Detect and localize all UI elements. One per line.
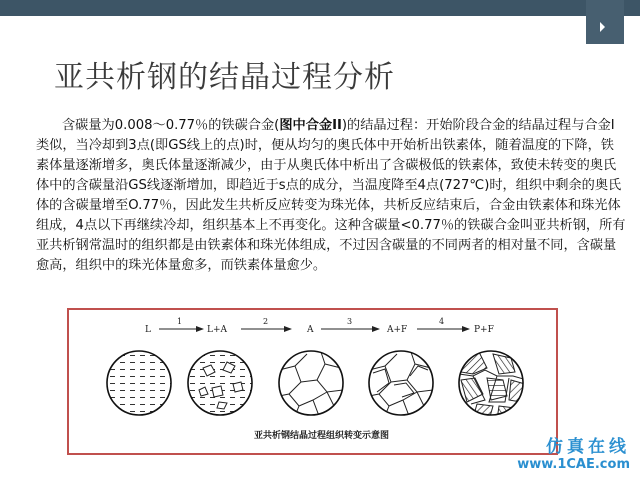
paragraph-text-1: 含碳量为0.008～0.77％的铁碳合金( bbox=[62, 118, 280, 133]
paragraph-bold-alloy: 图中合金II bbox=[279, 118, 342, 133]
body-paragraph bbox=[36, 116, 626, 276]
slide-title: 亚共析钢的结晶过程分析 bbox=[54, 60, 395, 95]
step-label-4: 4 bbox=[439, 317, 445, 326]
watermark bbox=[517, 436, 630, 472]
watermark-url: www.1CAE.com bbox=[517, 457, 630, 472]
header-accent-tab bbox=[586, 0, 624, 44]
micro-austenite-ferrite bbox=[369, 351, 433, 416]
paragraph-text-2: )的结晶过程：开始阶段合金的结晶过程与合金Ⅰ类似，当冷却到3点(即GS线上的点)时，便从均匀的奥氏体中开始析出铁素体，随着温度的下降，铁素体量逐渐增多，奥氏体量逐渐减少，由于从奥氏体中析出了含碳极低的铁素体，致使未转变的奥氏体中的含碳量沿GS线逐渐增加，即趋近于s点的成分，当温度降至4点(727℃)时，组织中剩余的奥氏体的含碳量增至O.77％，因此发生共析反应转变为珠光体，共析反应结束后，合金由铁素体和珠光体组成，4点以下再继续冷却，组织基本上不再变化。这种含碳量<0.77％的铁碳合金叫亚共析钢，所有亚共析钢常温时的组织都是由铁素体和珠光体组成，不过因含碳量的不同两者的相对量不同，含碳量愈高，组织中的珠光体量愈多，而铁素体量愈少。 bbox=[36, 118, 626, 273]
step-label-1: 1 bbox=[177, 317, 183, 326]
microstructure-diagram bbox=[69, 310, 556, 453]
micro-pearlite-ferrite bbox=[459, 351, 527, 422]
micro-liquid-austenite bbox=[188, 351, 252, 415]
watermark-title: 仿真在线 bbox=[546, 437, 630, 457]
stage-label-2: L+A bbox=[207, 325, 228, 335]
stage-label-4: A+F bbox=[387, 325, 408, 335]
header-bar bbox=[0, 0, 640, 16]
microstructure-figure bbox=[67, 308, 558, 455]
figure-caption: 亚共析钢结晶过程组织转变示意图 bbox=[254, 431, 390, 441]
stage-label-5: P+F bbox=[474, 325, 494, 335]
header-accent-notch bbox=[600, 22, 605, 32]
step-label-3: 3 bbox=[347, 317, 353, 326]
step-label-2: 2 bbox=[263, 317, 269, 326]
stage-label-3: A bbox=[307, 325, 314, 335]
micro-austenite bbox=[279, 351, 343, 416]
stage-label-1: L bbox=[145, 325, 151, 335]
micro-liquid bbox=[107, 351, 171, 415]
